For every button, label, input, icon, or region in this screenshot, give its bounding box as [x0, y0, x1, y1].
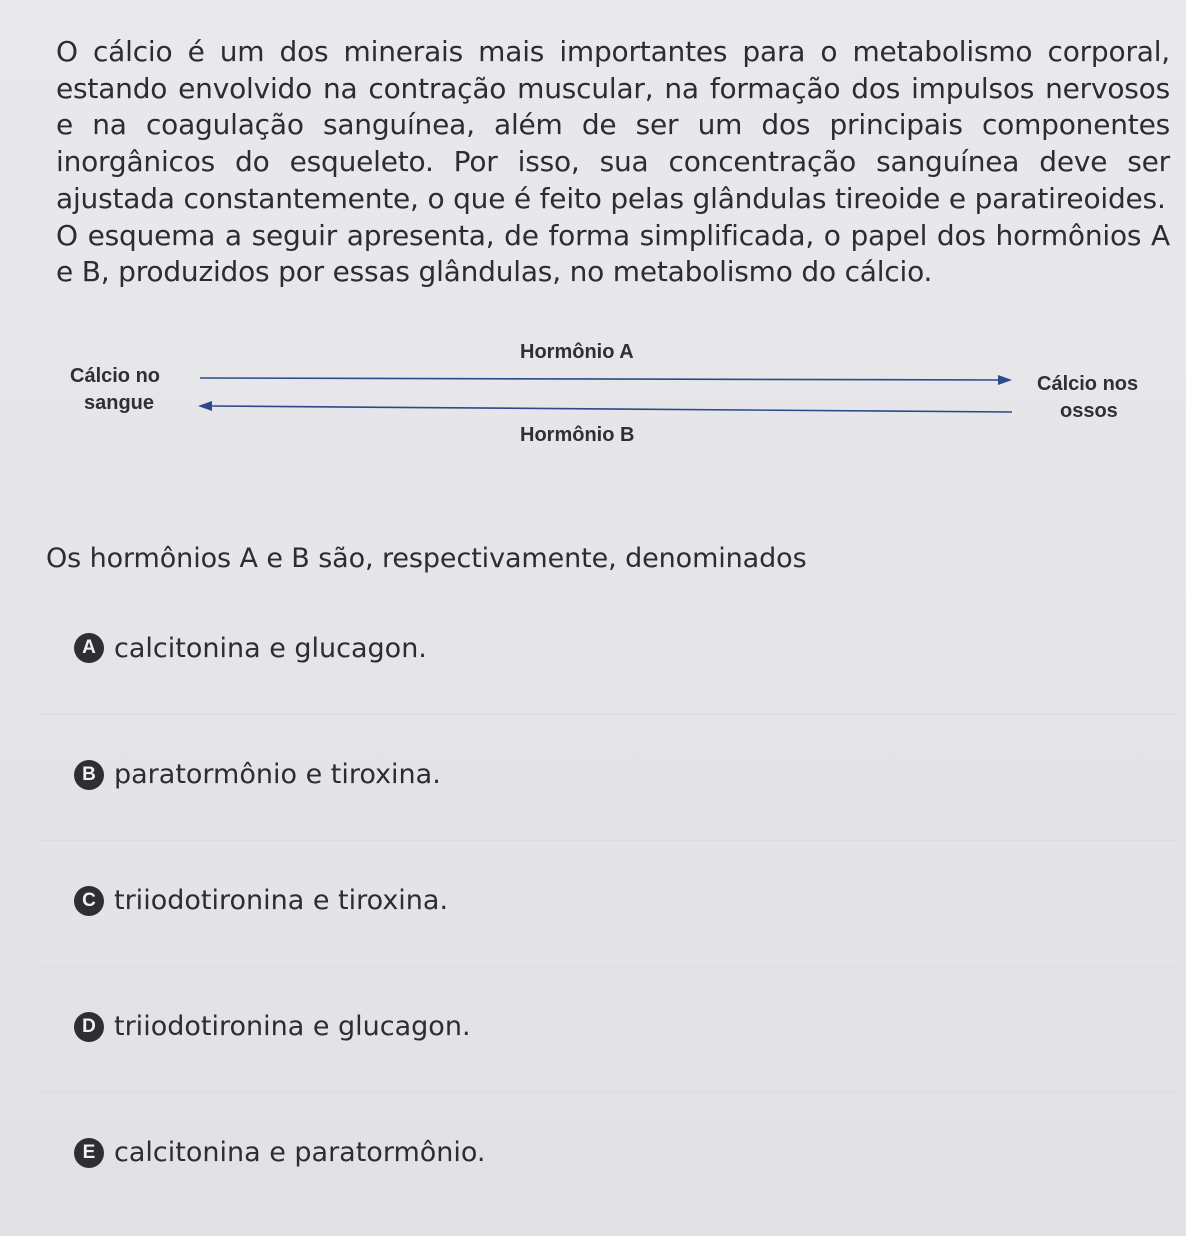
- option-e[interactable]: [40, 1092, 1178, 1212]
- hormone-a-label: Hormônio A: [520, 341, 634, 363]
- option-text: triiodotironina e tiroxina.: [114, 885, 449, 916]
- question-paragraph-1: O cálcio é um dos minerais mais importantes para o metabolismo corporal, estando envolvido na contração muscular, na formação dos impulsos nervosos e na coagulação sanguínea, além de ser um dos principais componentes inorgânicos do esqueleto. Por isso, sua concentração sanguínea deve ser ajustada constantemente, o que é feito pelas glândulas tireoide e paratireoides.: [56, 35, 1170, 215]
- option-letter-badge: E: [74, 1138, 104, 1168]
- option-letter-badge: D: [74, 1012, 104, 1042]
- bone-calcium-label-line2: ossos: [1060, 400, 1118, 422]
- option-c[interactable]: [40, 840, 1178, 960]
- option-a[interactable]: [40, 588, 1178, 708]
- option-letter-badge: C: [74, 886, 104, 916]
- option-letter-badge: B: [74, 760, 104, 790]
- question-text: [56, 34, 1170, 291]
- blood-calcium-label-line2: sangue: [84, 392, 155, 414]
- option-b[interactable]: [40, 714, 1178, 834]
- option-d[interactable]: [40, 966, 1178, 1086]
- blood-calcium-label-line1: Cálcio no: [70, 365, 161, 387]
- option-text: calcitonina e glucagon.: [114, 632, 427, 664]
- hormone-a-arrow: [200, 378, 1002, 380]
- hormone-b-arrowhead: [198, 401, 212, 411]
- option-letter-badge: A: [74, 633, 104, 663]
- hormone-b-label: Hormônio B: [520, 424, 635, 446]
- question-prompt: Os hormônios A e B são, respectivamente, denominados: [46, 543, 807, 574]
- hormone-b-arrow: [212, 406, 1012, 412]
- question-paragraph-2: O esquema a seguir apresenta, de forma simplificada, o papel dos hormônios A e B, produzidos por essas glândulas, no metabolismo do cálcio.: [56, 218, 1170, 289]
- bone-calcium-label-line1: Cálcio nos: [1037, 373, 1139, 395]
- option-text: calcitonina e paratormônio.: [114, 1137, 486, 1168]
- option-text: triiodotironina e glucagon.: [114, 1011, 471, 1042]
- calcium-diagram: [0, 330, 1186, 460]
- hormone-a-arrowhead: [998, 375, 1012, 385]
- option-text: paratormônio e tiroxina.: [114, 759, 441, 790]
